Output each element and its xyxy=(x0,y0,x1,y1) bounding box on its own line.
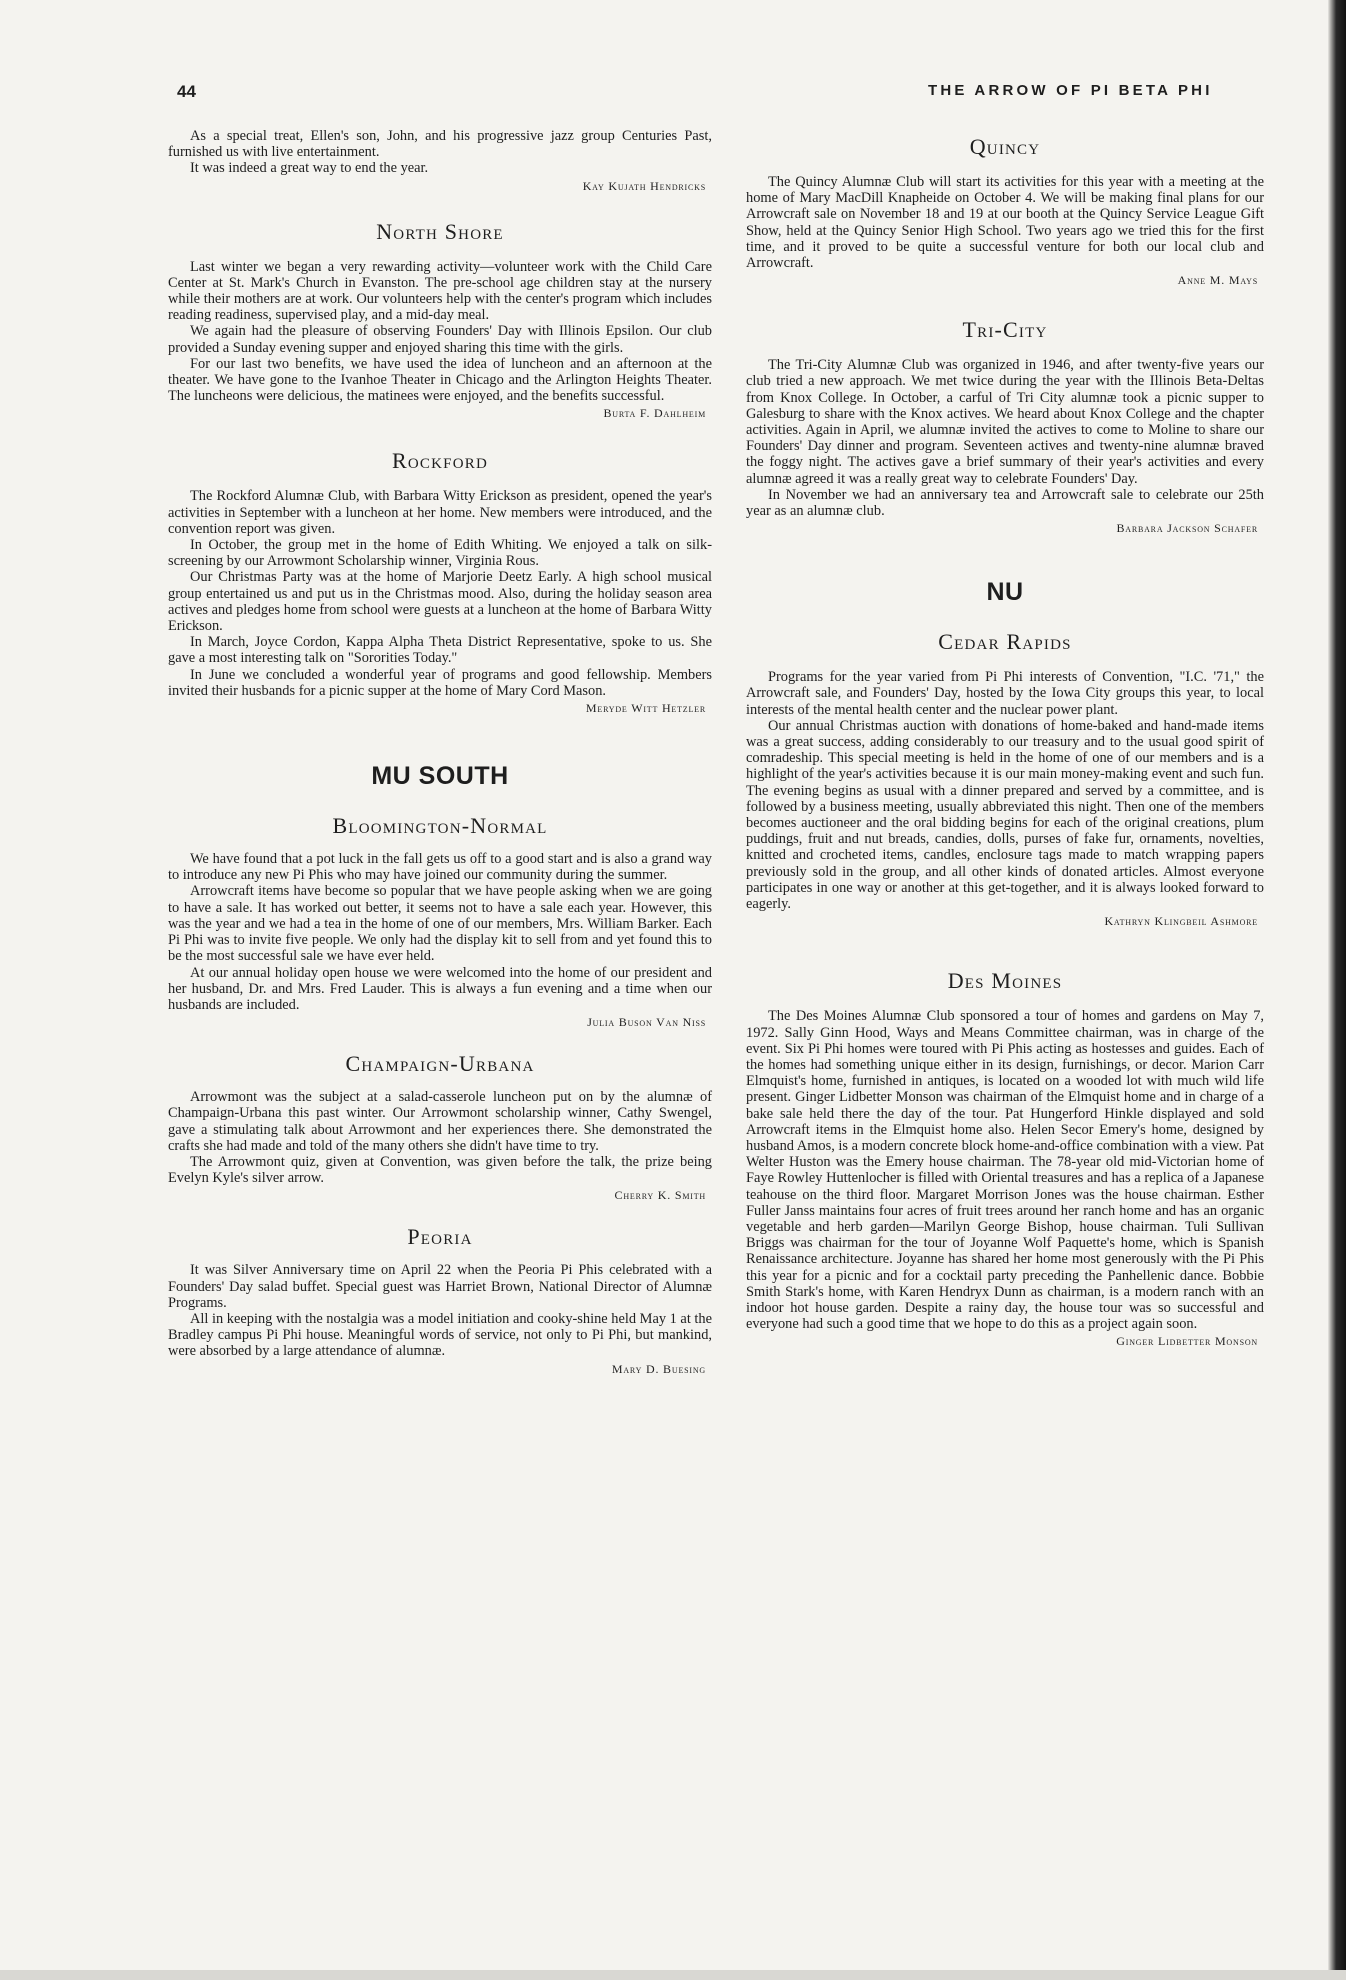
scan-edge-shadow xyxy=(1328,0,1346,1980)
running-title: THE ARROW OF PI BETA PHI xyxy=(928,82,1213,99)
section-title: Rockford xyxy=(392,448,488,474)
paragraph: We again had the pleasure of observing Founders' Day with Illinois Epsilon. Our club provided a Sunday evening supper and enjoyed sharing this time with the girls. xyxy=(168,323,712,356)
paragraph: All in keeping with the nostalgia was a model initiation and cooky-shine held May 1 at the Bradley campus Pi Phi house. Meaningful words of service, not only to Pi Phi, but mankind, were absorbed by a large attendance of alumnæ. xyxy=(168,1310,712,1360)
cedar-rapids-section xyxy=(746,629,1264,928)
signature: Cherry K. Smith xyxy=(614,1188,706,1203)
paragraph: Arrowmont was the subject at a salad-casserole luncheon put on by the alumnæ of Champaign-Urbana this past winter. Our Arrowmont scholarship winner, Cathy Swengel, gave a stimulating talk about Arrowmont and her experiences there. She demonstrated the crafts she had made and told of the many others she didn't have time to try. xyxy=(168,1089,712,1154)
champaign-urbana-section xyxy=(168,1051,712,1202)
section-title: Quincy xyxy=(969,134,1041,159)
paragraph: In October, the group met in the home of Edith Whiting. We enjoyed a talk on silk-screening by our Arrowmont Scholarship winner, Virginia Rous. xyxy=(168,537,712,570)
paragraph: At our annual holiday open house we were welcomed into the home of our president and her husband, Dr. and Mrs. Fred Lauder. This is always a fun evening and a time when our husbands are included. xyxy=(168,964,712,1013)
north-shore-section xyxy=(168,219,712,421)
quincy-section xyxy=(746,134,1264,287)
section-title: Tri-City xyxy=(962,317,1048,343)
tri-city-section xyxy=(746,317,1264,535)
paragraph: It was indeed a great way to end the year. xyxy=(190,160,429,177)
scan-bottom-edge xyxy=(0,1970,1346,1980)
left-column xyxy=(168,128,712,1376)
section-title: Cedar Rapids xyxy=(938,629,1072,655)
signature: Mary D. Buesing xyxy=(611,1361,706,1376)
paragraph: The Quincy Alumnæ Club will start its activities for this year with a meeting at the home of Mary MacDill Knapheide on October 4. We will be making final plans for our Arrowcraft sale on November 18 and 19 at our booth at the Quincy Service League Gift Show, held at the Quincy Senior High School. Two years ago we tried this for the first time, and it proved to be quite a successful venture for both our local club and Arrowcraft. xyxy=(746,174,1264,272)
paragraph: As a special treat, Ellen's son, John, and his progressive jazz group Centuries Past, furnished us with live entertainment. xyxy=(168,128,712,161)
paragraph: Our Christmas Party was at the home of Marjorie Deetz Early. A high school musical group entertained us and put us in the Christmas mood. Also, during the holiday season area actives and pledges home from school were guests at a luncheon at the home of Barbara Witty Erickson. xyxy=(168,569,712,635)
peoria-section xyxy=(168,1224,712,1375)
signature: Ginger Lidbetter Monson xyxy=(1116,1334,1258,1349)
paragraph: The Tri-City Alumnæ Club was organized in 1946, and after twenty-five years our club tried a new approach. We met twice during the year with the Illinois Beta-Deltas from Knox College. In October, a carful of Tri City alumnæ took a picnic supper to Galesburg to share with the Knox actives. We heard about Knox College and the chapter activities. Again in April, we alumnæ invited the actives to come to Moline to share our Founders' Day dinner and program. Seventeen actives and twenty-nine alumnæ braved the foggy night. The actives gave a brief summary of their year's activities and every alumnæ agreed it was a really great way to celebrate Founders' Day. xyxy=(746,357,1264,487)
paragraph: Our annual Christmas auction with donations of home-baked and hand-made items was a great success, adding considerably to our treasury and to the usual good spirit of comradeship. This special meeting is held in the home of one of our members and is a highlight of the year's activities because it is our main money-making event and such fun. The evening begins as usual with a dinner prepared and served by a committee, and is followed by a business meeting, usually abbreviated this night. Then one of the members becomes auctioneer and the oral bidding begins for each of the original creations, plum puddings, fruit and nut breads, candies, dolls, purses of fake fur, ornaments, novelties, knitted and crocheted items, candles, enclosure tags made to match wrapping papers previously sold in the group, and all other kinds of donated articles. Almost everyone participates in one way or another at this get-together, and it is always looked forward to eagerly. xyxy=(746,717,1264,913)
section-title: Bloomington-Normal xyxy=(332,813,548,839)
paragraph: In March, Joyce Cordon, Kappa Alpha Theta District Representative, spoke to us. She gave a most interesting talk on "Sororities Today." xyxy=(168,634,712,667)
paragraph: The Des Moines Alumnæ Club sponsored a tour of homes and gardens on May 7, 1972. Sally Ginn Hood, Ways and Means Committee chairman, was in charge of the event. Six Pi Phi homes were toured with Pi Phis acting as hostesses and guides. Each of the homes had something unique either in its design, furnishings, or decor. Marion Carr Elmquist's home, furnished in antiques, is located on a wooded lot with much wild life present. Ginger Lidbetter Monson was chairman of the Elmquist home and in charge of a bake sale held there the day of the tour. Pat Hungerford Hinkle displayed and sold Arrowcraft items in the Elmquist home also. Helen Secor Emery's home, designed by husband Amos, is a modern concrete block home-and-office combination with a view. Pat Welter Huston was the Emery house chairman. The 78-year old mid-Victorian home of Faye Rowley Huttenlocher is filled with Oriental treasures and has a replica of a Japanese teahouse on the third floor. Margaret Morrison Jones was the house chairman. Esther Fuller Janss maintains four acres of fruit trees around her ranch home and has an organic vegetable and herb garden—Marilyn George Bishop, house chairman. Tuli Sullivan Briggs was chairman for the tour of Joyanne Wolf Paquette's home, which is Spanish Renaissance architecture. Joyanne has shared her home most generously with the Pi Phis this year for a picnic and for a cocktail party preceding the Panhellenic dance. Bobbie Smith Stark's home, with Karen Hendryx Dunn as chairman, is a modern ranch with an indoor hot house garden. Despite a rainy day, the house tour was so successful and everyone had such a good time that we hope to do this as a project again soon. xyxy=(746,1008,1264,1333)
paragraph: Arrowcraft items have become so popular that we have people asking when we are going to have a sale. It has worked out better, it seems not to have a sale each year. However, this was the year and we had a tea in the home of one of our members, Mrs. William Barker. Each Pi Phi was to invite five people. We only had the display kit to sell from and yet found this to be the most successful sale we have ever held. xyxy=(168,883,712,965)
section-title: Champaign-Urbana xyxy=(345,1051,535,1077)
bloomington-normal-section xyxy=(168,813,712,1029)
paragraph: The Arrowmont quiz, given at Convention, was given before the talk, the prize being Evelyn Kyle's silver arrow. xyxy=(168,1153,712,1187)
right-column xyxy=(746,128,1264,1348)
signature: Meryde Witt Hetzler xyxy=(585,701,706,716)
paragraph: In June we concluded a wonderful year of programs and good fellowship. Members invited their husbands for a picnic supper at the home of Mary Cord Mason. xyxy=(168,666,712,699)
signature: Burta F. Dahlheim xyxy=(603,406,706,421)
rockford-section xyxy=(168,448,712,715)
section-title: North Shore xyxy=(376,218,504,244)
des-moines-section xyxy=(746,968,1264,1348)
paragraph: For our last two benefits, we have used the idea of luncheon and an afternoon at the theater. We have gone to the Ivanhoe Theater in Chicago and the Arlington Heights Theater. The luncheons were delicious, the matinees were enjoyed, and the benefits successful. xyxy=(168,355,712,405)
signature: Kay Kujath Hendricks xyxy=(582,178,706,193)
nu-section xyxy=(746,577,1264,607)
paragraph: It was Silver Anniversary time on April 22 when the Peoria Pi Phis celebrated with a Founders' Day salad buffet. Special guest was Harriet Brown, National Director of Alumnæ Programs. xyxy=(168,1262,712,1311)
paragraph: Last winter we began a very rewarding activity—volunteer work with the Child Care Center at St. Mark's Church in Evanston. The pre-school age children stay at the nursery while their mothers are at work. Our volunteers help with the center's program which includes reading readiness, supervised play, and a mid-day meal. xyxy=(168,258,712,324)
province-title: MU SOUTH xyxy=(371,762,509,791)
province-title: NU xyxy=(986,578,1024,607)
paragraph: We have found that a pot luck in the fall gets us off to a good start and is also a grand way to introduce any new Pi Phis who may have joined our community during the summer. xyxy=(168,851,712,884)
section-title: Des Moines xyxy=(947,968,1063,994)
mu-south-section xyxy=(168,761,712,791)
paragraph: Programs for the year varied from Pi Phi interests of Convention, "I.C. '71," the Arrowcraft sale, and Founders' Day, hosted by the Iowa City groups this year, to local interests of the mental health center and the nuclear power plant. xyxy=(746,669,1264,718)
signature: Julia Buson Van Niss xyxy=(587,1015,706,1030)
signature: Barbara Jackson Schafer xyxy=(1116,521,1258,536)
paragraph: The Rockford Alumnæ Club, with Barbara Witty Erickson as president, opened the year's activities in September with a luncheon at her home. New members were introduced, and the convention report was given. xyxy=(168,488,712,537)
page-number: 44 xyxy=(177,82,196,101)
paragraph: In November we had an anniversary tea and Arrowcraft sale to celebrate our 25th year as an alumnæ club. xyxy=(746,486,1264,520)
signature: Kathryn Klingbeil Ashmore xyxy=(1104,914,1258,929)
signature: Anne M. Mays xyxy=(1177,273,1258,288)
section-title: Peoria xyxy=(407,1224,473,1250)
intro-section xyxy=(168,128,712,193)
